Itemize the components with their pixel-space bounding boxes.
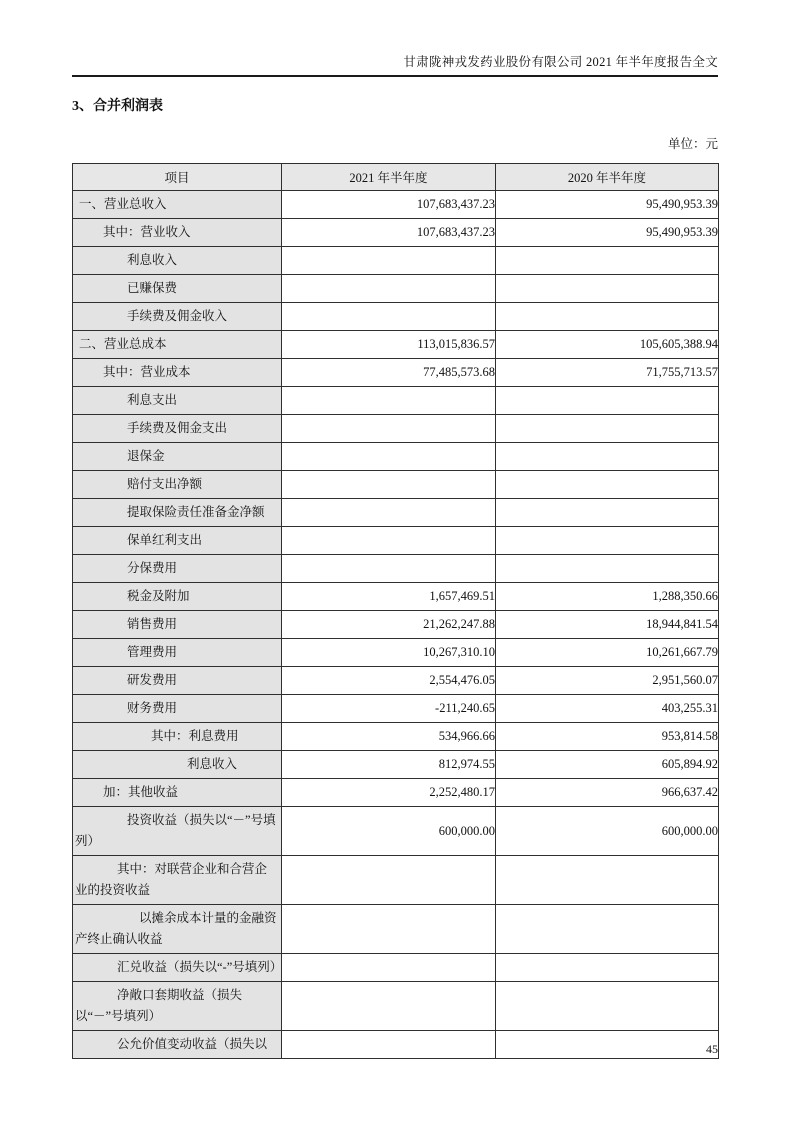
value-2021: 534,966.66 <box>282 723 496 751</box>
column-header-2021: 2021 年半年度 <box>282 164 496 191</box>
value-2021: 21,262,247.88 <box>282 611 496 639</box>
table-row <box>73 191 719 219</box>
value-2020: 10,261,667.79 <box>496 639 719 667</box>
row-label: 二、营业总成本 <box>79 337 167 351</box>
row-label-cell <box>73 359 282 387</box>
table-header-row <box>73 164 719 191</box>
row-label-cell <box>73 982 282 1031</box>
value-2021: 600,000.00 <box>282 807 496 856</box>
row-label: 分保费用 <box>127 561 178 575</box>
table-row <box>73 807 719 856</box>
row-label: 赔付支出净额 <box>127 477 203 491</box>
row-label-cell <box>73 667 282 695</box>
row-label-cell <box>73 856 282 905</box>
row-label-cell <box>73 723 282 751</box>
column-header-item: 项目 <box>73 164 282 191</box>
table-row <box>73 639 719 667</box>
value-2021 <box>282 415 496 443</box>
document-header: 甘肃陇神戎发药业股份有限公司 2021 年半年度报告全文 <box>403 55 718 69</box>
row-label: 退保金 <box>127 449 165 463</box>
row-label-cell <box>73 471 282 499</box>
column-header-2020: 2020 年半年度 <box>496 164 719 191</box>
value-2020: 403,255.31 <box>496 695 719 723</box>
row-label: 利息支出 <box>127 393 178 407</box>
row-label: 其中：营业收入 <box>103 225 191 239</box>
row-label-cell <box>73 779 282 807</box>
value-2020 <box>496 905 719 954</box>
value-2020 <box>496 247 719 275</box>
table-row <box>73 415 719 443</box>
page-number: 45 <box>706 1042 718 1056</box>
row-label: 投资收益（损失以“－”号填列） <box>75 813 276 848</box>
row-label: 其中：利息费用 <box>151 729 239 743</box>
value-2020: 1,288,350.66 <box>496 583 719 611</box>
value-2020: 605,894.92 <box>496 751 719 779</box>
row-label-cell <box>73 303 282 331</box>
row-label: 已赚保费 <box>127 281 178 295</box>
row-label-cell <box>73 639 282 667</box>
value-2021 <box>282 982 496 1031</box>
value-2020: 600,000.00 <box>496 807 719 856</box>
value-2021 <box>282 275 496 303</box>
value-2020: 105,605,388.94 <box>496 331 719 359</box>
row-label-cell <box>73 583 282 611</box>
value-2020 <box>496 954 719 982</box>
table-row <box>73 583 719 611</box>
value-2021 <box>282 954 496 982</box>
table-row <box>73 247 719 275</box>
table-row <box>73 954 719 982</box>
row-label: 财务费用 <box>127 701 178 715</box>
row-label-cell <box>73 219 282 247</box>
row-label-cell <box>73 415 282 443</box>
value-2020 <box>496 982 719 1031</box>
value-2021: 77,485,573.68 <box>282 359 496 387</box>
table-row <box>73 331 719 359</box>
row-label-cell <box>73 387 282 415</box>
value-2021 <box>282 856 496 905</box>
row-label: 一、营业总收入 <box>79 197 167 211</box>
value-2021: 1,657,469.51 <box>282 583 496 611</box>
row-label-cell <box>73 905 282 954</box>
value-2021 <box>282 443 496 471</box>
value-2021: 2,252,480.17 <box>282 779 496 807</box>
table-row <box>73 856 719 905</box>
row-label: 利息收入 <box>187 757 238 771</box>
unit-label: 单位：元 <box>667 137 718 151</box>
row-label: 利息收入 <box>127 253 178 267</box>
value-2020: 953,814.58 <box>496 723 719 751</box>
value-2020 <box>496 471 719 499</box>
row-label-cell <box>73 954 282 982</box>
table-row <box>73 695 719 723</box>
table-row <box>73 219 719 247</box>
value-2020: 18,944,841.54 <box>496 611 719 639</box>
row-label: 研发费用 <box>127 673 178 687</box>
value-2020: 2,951,560.07 <box>496 667 719 695</box>
row-label: 手续费及佣金支出 <box>127 421 228 435</box>
value-2020 <box>496 527 719 555</box>
value-2021 <box>282 471 496 499</box>
value-2021 <box>282 905 496 954</box>
value-2021 <box>282 387 496 415</box>
row-label-cell <box>73 751 282 779</box>
row-label-cell <box>73 331 282 359</box>
row-label-cell <box>73 695 282 723</box>
row-label-cell <box>73 443 282 471</box>
table-row <box>73 723 719 751</box>
row-label: 提取保险责任准备金净额 <box>127 505 265 519</box>
row-label: 加：其他收益 <box>103 785 179 799</box>
value-2021: 2,554,476.05 <box>282 667 496 695</box>
value-2020: 966,637.42 <box>496 779 719 807</box>
row-label: 保单红利支出 <box>127 533 203 547</box>
table-row <box>73 359 719 387</box>
row-label: 以摊余成本计量的金融资产终止确认收益 <box>75 911 277 946</box>
value-2021 <box>282 555 496 583</box>
value-2020: 71,755,713.57 <box>496 359 719 387</box>
value-2021: -211,240.65 <box>282 695 496 723</box>
value-2021 <box>282 247 496 275</box>
table-row <box>73 779 719 807</box>
value-2021: 113,015,836.57 <box>282 331 496 359</box>
row-label: 其中：营业成本 <box>103 365 191 379</box>
table-row <box>73 303 719 331</box>
value-2021: 107,683,437.23 <box>282 219 496 247</box>
value-2021: 107,683,437.23 <box>282 191 496 219</box>
row-label-cell <box>73 555 282 583</box>
table-row <box>73 667 719 695</box>
value-2020: 95,490,953.39 <box>496 191 719 219</box>
value-2021: 10,267,310.10 <box>282 639 496 667</box>
value-2021 <box>282 527 496 555</box>
value-2020 <box>496 555 719 583</box>
table-row <box>73 499 719 527</box>
row-label-cell <box>73 807 282 856</box>
value-2021: 812,974.55 <box>282 751 496 779</box>
value-2020 <box>496 415 719 443</box>
row-label-cell <box>73 191 282 219</box>
value-2020 <box>496 387 719 415</box>
header-divider <box>72 75 718 77</box>
row-label: 净敞口套期收益（损失以“－”号填列） <box>75 988 243 1023</box>
income-statement-body <box>73 191 719 1059</box>
income-statement-table <box>72 163 719 1059</box>
table-row <box>73 982 719 1031</box>
table-row <box>73 471 719 499</box>
table-row <box>73 555 719 583</box>
value-2020 <box>496 443 719 471</box>
value-2020 <box>496 275 719 303</box>
row-label: 税金及附加 <box>127 589 190 603</box>
row-label-cell <box>73 611 282 639</box>
section-title: 3、合并利润表 <box>72 99 163 114</box>
row-label-cell <box>73 275 282 303</box>
table-row <box>73 275 719 303</box>
row-label-cell <box>73 499 282 527</box>
row-label: 手续费及佣金收入 <box>127 309 228 323</box>
table-row <box>73 751 719 779</box>
table-row <box>73 443 719 471</box>
value-2021 <box>282 499 496 527</box>
row-label: 管理费用 <box>127 645 178 659</box>
row-label-cell <box>73 527 282 555</box>
value-2020 <box>496 499 719 527</box>
row-label: 公允价值变动收益（损失以 <box>117 1037 268 1051</box>
table-row <box>73 387 719 415</box>
value-2021 <box>282 303 496 331</box>
table-row <box>73 611 719 639</box>
row-label: 销售费用 <box>127 617 178 631</box>
table-row <box>73 905 719 954</box>
table-row <box>73 527 719 555</box>
row-label-cell <box>73 247 282 275</box>
row-label: 汇兑收益（损失以“-”号填列） <box>117 960 283 974</box>
value-2020 <box>496 856 719 905</box>
value-2020 <box>496 303 719 331</box>
value-2020: 95,490,953.39 <box>496 219 719 247</box>
row-label: 其中：对联营企业和合营企业的投资收益 <box>75 862 268 897</box>
